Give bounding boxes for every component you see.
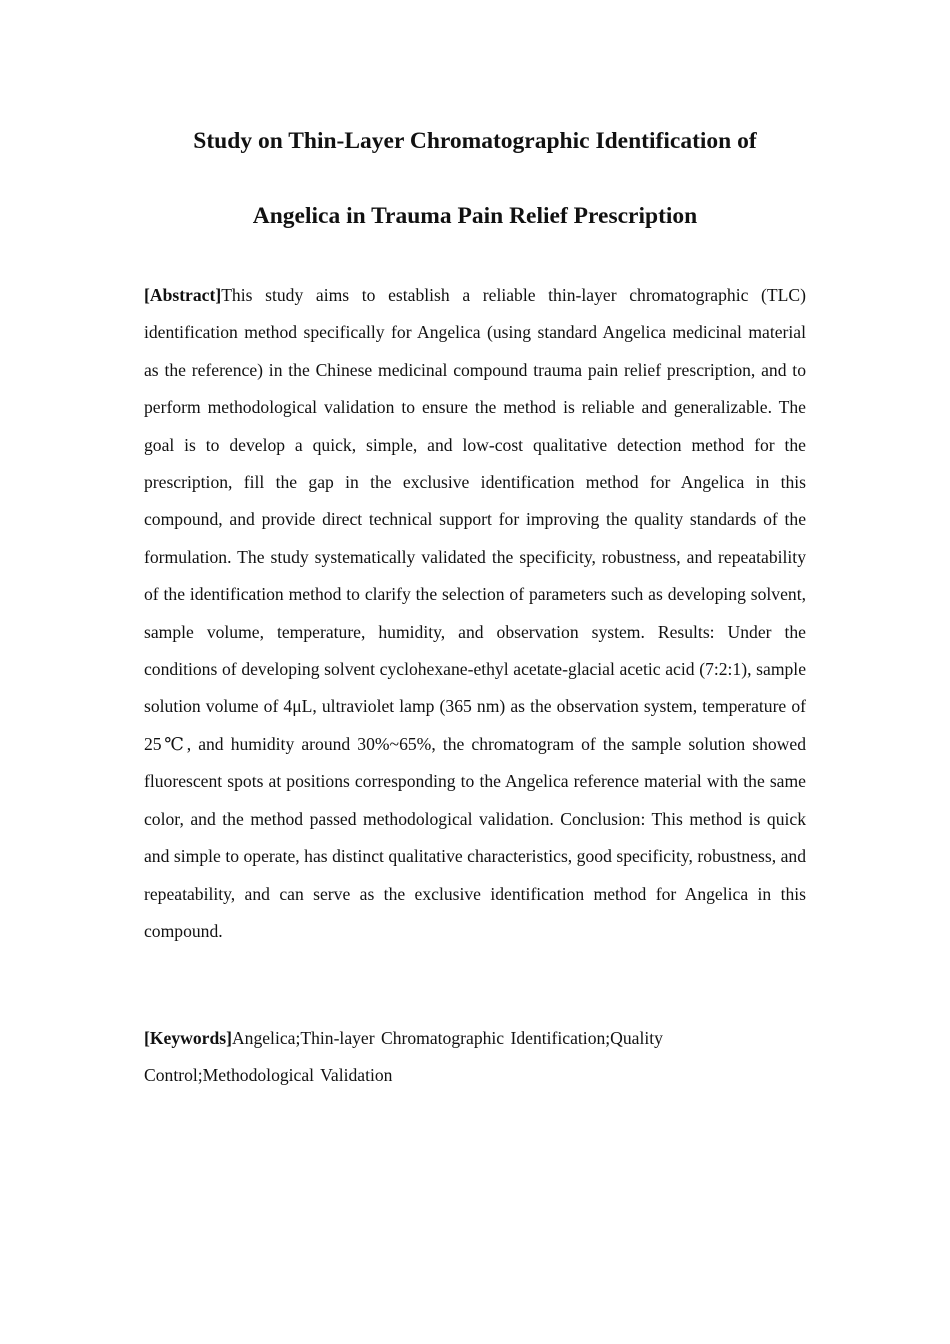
abstract-text: This study aims to establish a reliable thin-layer chromatographic (TLC) identification method specifically for Angelica (using standard Angelica medicinal material as the reference) in the Chinese medicinal compound trauma pain relief prescription, and to perform methodological validation to ensure the method is reliable and generalizable. The goal is to develop a quick, simple, and low-cost qualitative detection method for the prescription, fill the gap in the exclusive identification method for Angelica in this compound, and provide direct technical support for improving the quality standards of the formulation. The study systematically validated the specificity, robustness, and repeatability of the identification method to clarify the selection of parameters such as developing solvent, sample volume, temperature, humidity, and observation system. Results: Under the conditions of developing solvent cyclohexane-ethyl acetate-glacial acetic acid (7:2:1), sample solution volume of 4μL, ultraviolet lamp (365 nm) as the observation system, temperature of 25℃, and humidity around 30%~65%, the chromatogram of the sample solution showed fluorescent spots at positions corresponding to the Angelica reference material with the same color, and the method passed methodological validation. Conclusion: This method is quick and simple to operate, has distinct qualitative characteristics, good specificity, robustness, and repeatability, and can serve as the exclusive identification method for Angelica in this compound. [144,285,806,941]
abstract-label: [Abstract] [144,285,222,305]
keywords-text: Angelica;Thin-layer Chromatographic Identification;Quality Control;Methodological Validation [144,1028,663,1086]
paper-title-line-1: Study on Thin-Layer Chromatographic Identification of [193,128,757,154]
paper-title-line-2: Angelica in Trauma Pain Relief Prescription [252,203,698,229]
keywords-paragraph [144,1020,784,1095]
keywords-label: [Keywords] [144,1028,232,1048]
abstract-paragraph [144,277,806,950]
